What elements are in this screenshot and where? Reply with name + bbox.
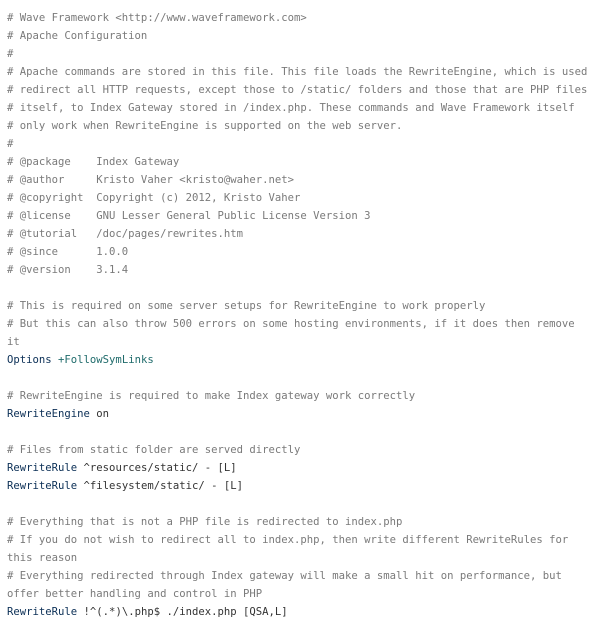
comment-text: # If you do not wish to redirect all to index.php, then write different RewriteRules for this reason — [7, 534, 575, 564]
comment-line — [7, 315, 593, 351]
directive-keyword: RewriteRule — [7, 606, 78, 618]
comment-text: # — [7, 48, 14, 60]
comment-line — [7, 9, 593, 27]
directive-keyword: RewriteRule — [7, 462, 78, 474]
directive-keyword: RewriteRule — [7, 480, 78, 492]
comment-text: # Apache Configuration — [7, 30, 148, 42]
directive-line — [7, 477, 593, 495]
blank-line — [7, 423, 593, 441]
directive-arguments: on — [89, 408, 110, 420]
comment-text: # @author Kristo Vaher <kristo@waher.net> — [7, 174, 295, 186]
directive-arguments: +FollowSymLinks — [51, 354, 154, 366]
comment-text: # Everything that is not a PHP file is redirected to index.php — [7, 516, 403, 528]
comment-text: # This is required on some server setups for RewriteEngine to work properly — [7, 300, 486, 312]
directive-keyword: Options — [7, 354, 52, 366]
comment-line — [7, 153, 593, 171]
comment-line — [7, 441, 593, 459]
comment-line — [7, 99, 593, 117]
blank-line — [7, 369, 593, 387]
comment-line — [7, 225, 593, 243]
comment-line — [7, 261, 593, 279]
comment-line — [7, 171, 593, 189]
blank-line — [7, 279, 593, 297]
comment-text: # @license GNU Lesser General Public License Version 3 — [7, 210, 371, 222]
comment-text: # redirect all HTTP requests, except those to /static/ folders and those that are PHP files — [7, 84, 588, 96]
directive-line — [7, 405, 593, 423]
comment-text: # RewriteEngine is required to make Index gateway work correctly — [7, 390, 416, 402]
directive-arguments: ^resources/static/ - [L] — [77, 462, 237, 474]
comment-line — [7, 27, 593, 45]
comment-line — [7, 117, 593, 135]
comment-line — [7, 81, 593, 99]
comment-line — [7, 189, 593, 207]
comment-text: # @version 3.1.4 — [7, 264, 129, 276]
comment-text: # @since 1.0.0 — [7, 246, 129, 258]
comment-line — [7, 567, 593, 603]
comment-text: # Apache commands are stored in this file. This file loads the RewriteEngine, which is used — [7, 66, 588, 78]
directive-keyword: RewriteEngine — [7, 408, 90, 420]
comment-text: # — [7, 138, 14, 150]
directive-arguments: !^(.*)\.php$ ./index.php [QSA,L] — [77, 606, 288, 618]
comment-text: # Files from static folder are served directly — [7, 444, 301, 456]
directive-arguments: ^filesystem/static/ - [L] — [77, 480, 243, 492]
comment-line — [7, 63, 593, 81]
comment-text: # Wave Framework <http://www.waveframework.com> — [7, 12, 307, 24]
directive-line — [7, 459, 593, 477]
comment-line — [7, 243, 593, 261]
comment-line — [7, 387, 593, 405]
comment-text: # @package Index Gateway — [7, 156, 180, 168]
blank-line — [7, 495, 593, 513]
comment-line — [7, 45, 593, 63]
comment-line — [7, 207, 593, 225]
comment-text: # only work when RewriteEngine is supported on the web server. — [7, 120, 403, 132]
comment-text: # @copyright Copyright (c) 2012, Kristo Vaher — [7, 192, 301, 204]
comment-text: # itself, to Index Gateway stored in /index.php. These commands and Wave Framework itself — [7, 102, 575, 114]
comment-text: # But this can also throw 500 errors on some hosting environments, if it does then remove it — [7, 318, 582, 348]
comment-line — [7, 135, 593, 153]
directive-line — [7, 351, 593, 369]
comment-line — [7, 513, 593, 531]
comment-line — [7, 297, 593, 315]
comment-text: # @tutorial /doc/pages/rewrites.htm — [7, 228, 243, 240]
comment-text: # Everything redirected through Index gateway will make a small hit on performance, but offer better handling and control in PHP — [7, 570, 569, 600]
htaccess-code-block — [7, 9, 593, 621]
directive-line — [7, 603, 593, 621]
comment-line — [7, 531, 593, 567]
